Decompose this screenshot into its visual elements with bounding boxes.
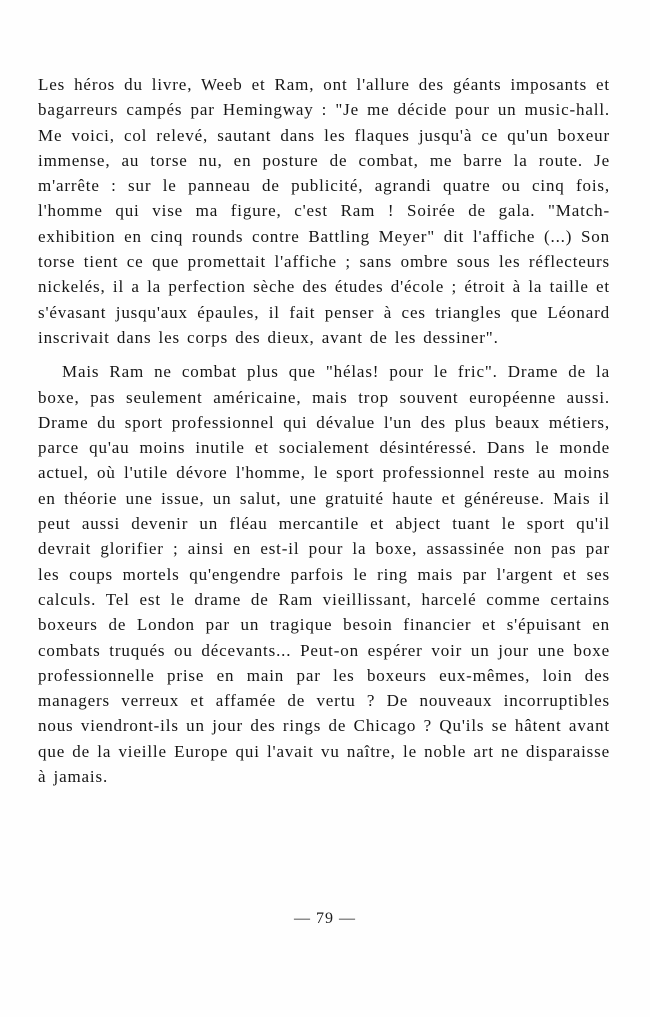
paragraph: Les héros du livre, Weeb et Ram, ont l'allure des géants imposants et bagarreurs campés par Hemingway : "Je me décide pour un music-hall. Me voici, col relevé, sautant dans les flaques jusqu'à ce qu'un boxeur immense, au torse nu, en posture de combat, me barre la route. Je m'arrête : sur le panneau de publicité, agrandi quatre ou cinq fois, l'homme qui vise ma figure, c'est Ram ! Soirée de gala. "Match-exhibition en cinq rounds contre Battling Meyer" dit l'affiche (...) Son torse tient ce que promettait l'affiche ; sans ombre sous les réflecteurs nickelés, il a la perfection sèche des études d'école ; étroit à la taille et s'évasant jusqu'aux épaules, il fait penser à ces triangles que Léonard inscrivait dans les corps des dieux, avant de les dessiner". — [38, 75, 610, 347]
paragraph: Mais Ram ne combat plus que "hélas! pour le fric". Drame de la boxe, pas seulement américaine, mais trop souvent européenne aussi. Drame du sport professionnel qui dévalue l'un des plus beaux métiers, parce qu'au moins inutile et socialement désintéressé. Dans le monde actuel, où l'utile dévore l'homme, le sport professionnel reste au moins en théorie une issue, un salut, une gratuité haute et généreuse. Mais il peut aussi devenir un fléau mercantile et abject tuant le sport qu'il devrait glorifier ; ainsi en est-il pour la boxe, assassinée non pas par les coups mortels qu'engendre parfois le ring mais par l'argent et ses calculs. Tel est le drame de Ram vieillissant, harcelé comme certains boxeurs de London par un tragique besoin financier et s'épuisant en combats truqués ou décevants... Peut-on espérer voir un jour une boxe professionnelle prise en main par les boxeurs eux-mêmes, loin des managers verreux et affamée de vertu ? De nouveaux incorruptibles nous viendront-ils un jour des rings de Chicago ? Qu'ils se hâtent avant que de la vieille Europe qui l'avait vu naître, le noble art ne disparaisse à jamais. — [38, 362, 610, 787]
page-text-block — [38, 72, 610, 789]
page-number: — 79 — — [294, 910, 356, 927]
